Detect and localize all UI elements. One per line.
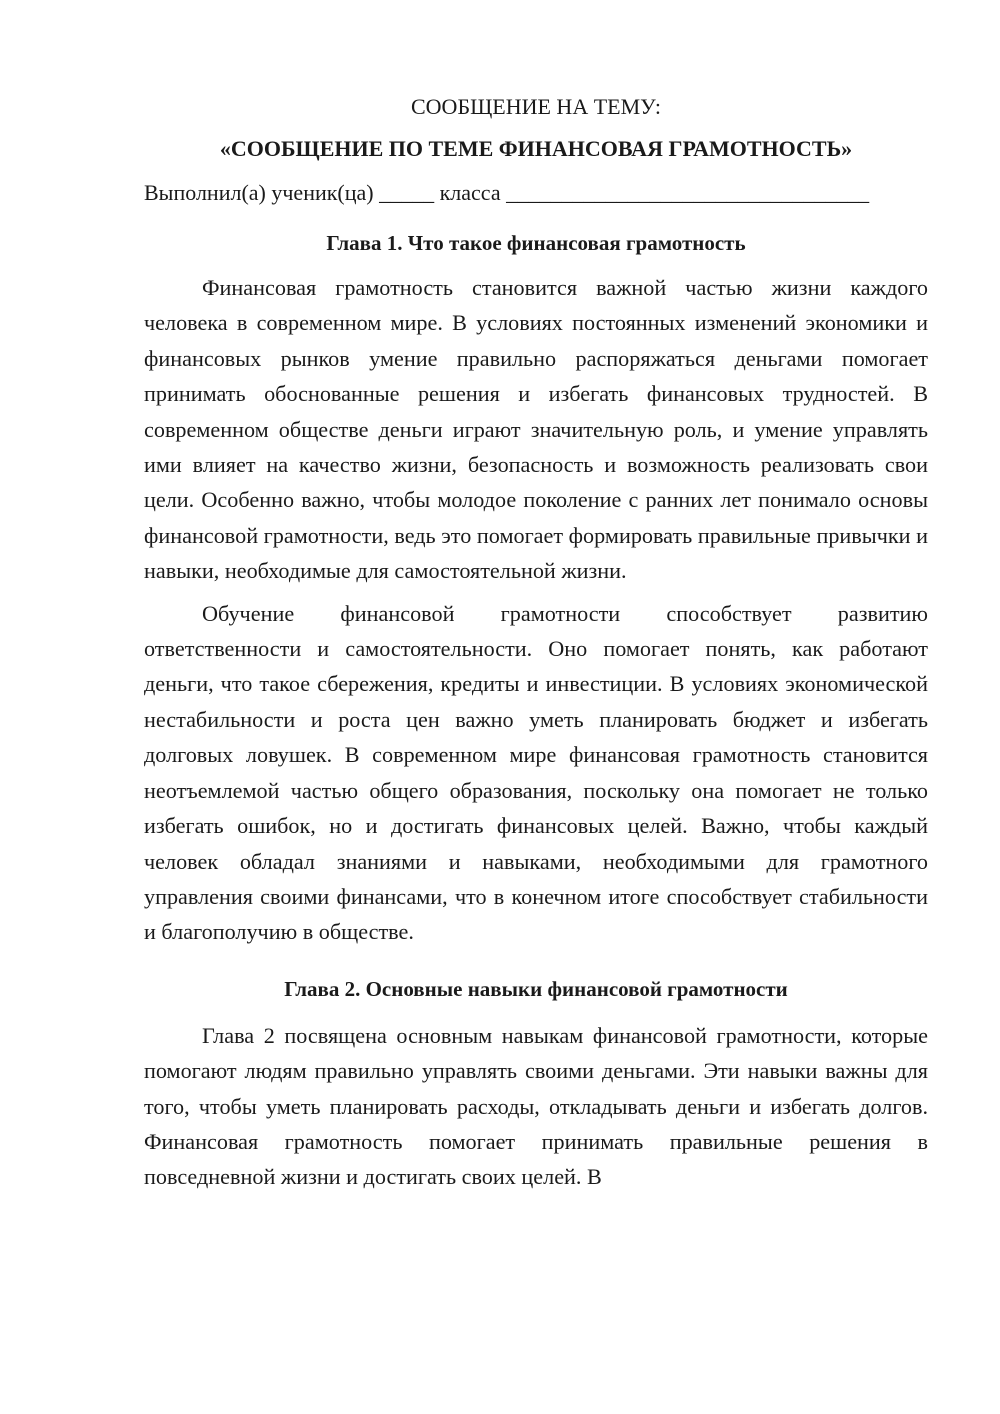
chapter-1 xyxy=(144,228,928,950)
chapter-1-paragraph-1: Финансовая грамотность становится важной частью жизни каждого человека в современном мире. В условиях постоянных изменений экономики и финансовых рынков умение правильно распоряжаться деньгами помогает принимать обоснованные решения и избегать финансовых трудностей. В современном обществе деньги играют значительную роль, и умение управлять ими влияет на качество жизни, безопасность и возможность реализовать свои цели. Особенно важно, чтобы молодое поколение с ранних лет понимало основы финансовой грамотности, ведь это помогает формировать правильные привычки и навыки, необходимые для самостоятельной жизни. xyxy=(144,275,928,584)
document-topic-title: «СООБЩЕНИЕ ПО ТЕМЕ ФИНАНСОВАЯ ГРАМОТНОСТЬ» xyxy=(219,136,853,161)
chapter-1-paragraph-2: Обучение финансовой грамотности способствует развитию ответственности и самостоятельности. Оно помогает понять, как работают деньги, что такое сбережения, кредиты и инвестиции. В условиях экономической нестабильности и роста цен важно уметь планировать бюджет и избегать долговых ловушек. В современном мире финансовая грамотность становится неотъемлемой частью общего образования, поскольку она помогает не только избегать ошибок, но и достигать финансовых целей. Важно, чтобы каждый человек обладал знаниями и навыками, необходимыми для грамотного управления своими финансами, что в конечном итоге способствует стабильности и благополучию в обществе. xyxy=(144,600,928,945)
chapter-2 xyxy=(144,974,928,1195)
chapter-1-title: Глава 1. Что такое финансовая грамотность xyxy=(326,231,746,255)
document-body xyxy=(144,92,928,1202)
chapter-2-paragraph-1: Глава 2 посвящена основным навыкам финансовой грамотности, которые помогают людям правильно управлять своими деньгами. Эти навыки важны для того, чтобы уметь планировать расходы, откладывать деньги и избегать долгов. Финансовая грамотность помогает принимать правильные решения в повседневной жизни и достигать своих целей. В xyxy=(144,1022,928,1190)
chapter-2-title: Глава 2. Основные навыки финансовой грамотности xyxy=(284,976,788,1001)
author-line: Выполнил(а) ученик(ца) _____ класса _________________________________ xyxy=(144,180,870,205)
document-heading: СООБЩЕНИЕ НА ТЕМУ: xyxy=(411,94,661,119)
